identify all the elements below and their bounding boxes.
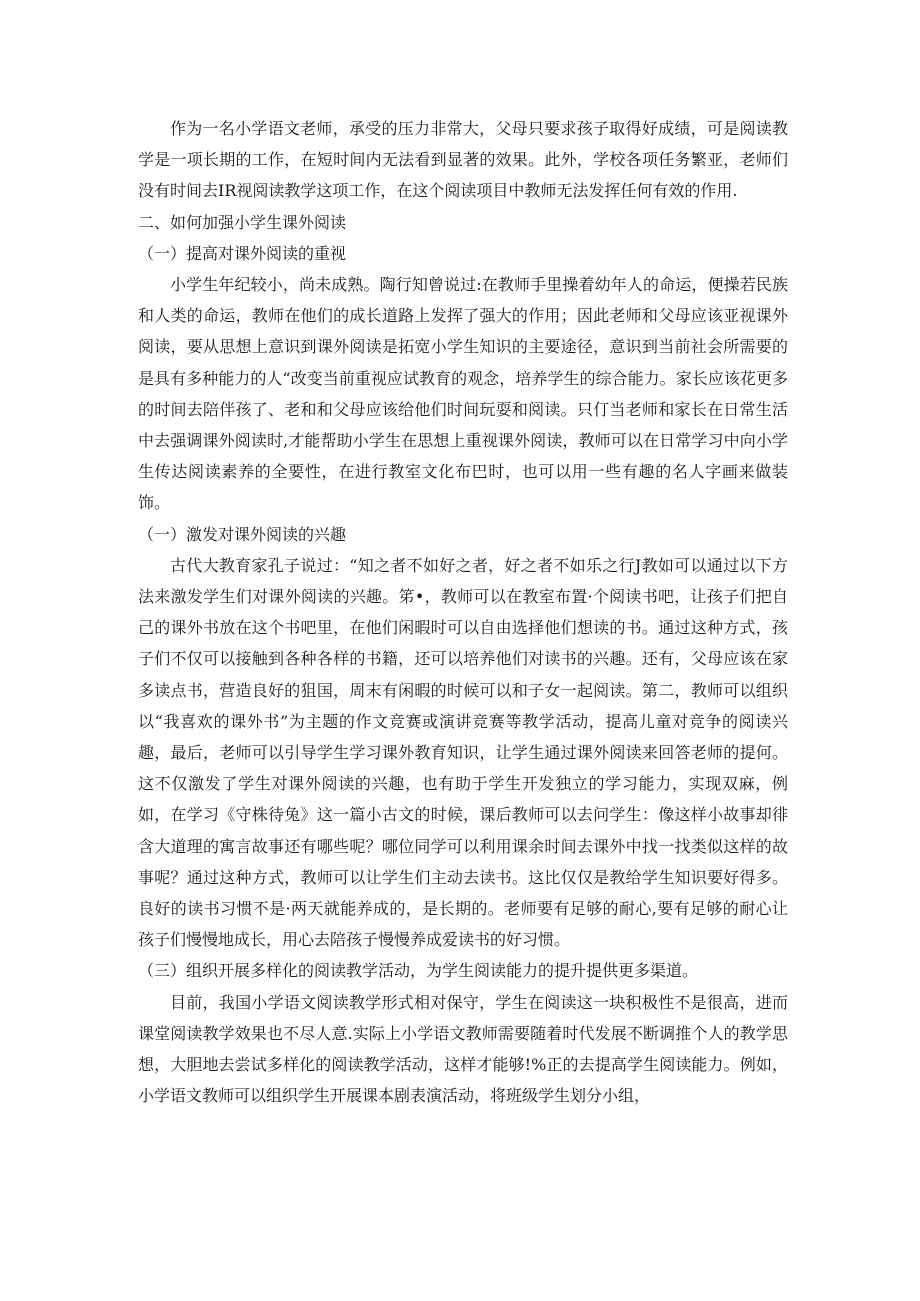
subheading-activities: （三）组织开展多样化的阅读教学活动，为学生阅读能力的提升提供更多渠道。 [138, 961, 699, 981]
paragraph-activities: 目前，我国小学语文阅读教学形式相对保守，学生在阅读这一块积极性不是很高，进而课堂阅读教学效果也不尽人意.实际上小学语文教师需要随着时代发展不断调推个人的教学思想，大胆地去尝试多样化的阅读教学活动，这样才能够!%正的去提高学生阅读能力。例如，小学语文教师可以组织学生开展课本剧表演活动，将班级学生划分小组， [138, 992, 788, 1106]
paragraph-interest: 古代大教育家孔子说过：“知之者不如好之者，好之者不如乐之行J教如可以通过以下方法来激发学生们对课外阅读的兴趣。笫•，教师可以在教室布置·个阅读书吧，让孩子们把自己的课外书放在这个书吧里，在他们闲暇时可以自由选择他们想读的书。通过这种方式，孩子们不仅可以接触到各种各样的书籍，还可以培养他们对读书的兴趣。还有，父母应该在家多读点书，营造良好的狙国，周末有闲暇的时候可以和子女一起阅读。第二，教师可以组织以“我喜欢的课外书”为主题的作文竞赛或演讲竞赛等教学活动，提高儿童对竞争的阅读兴趣，最后，老师可以引导学生学习课外教育知识，让学生通过课外阅读来回答老师的提何。这不仅激发了学生对课外阅读的兴趣，也有助于学生开发独立的学习能力，实现双麻，例如，在学习《守株待兔》这一篇小古文的时候，课后教师可以去问学生：像这样小故事却徘含大道理的寓言故事还有哪些呢？哪位同学可以利用课余时间去课外中找一找类似这样的故事呢？通过这种方式，教师可以让学生们主动去读书。这比仅仅是教给学生知识要好得多。良好的读书习惯不是·两天就能养成的，是长期的。老师要有足够的耐心,要有足够的耐心让孩子们慢慢地成长，用心去陪孩子慢慢养成爱读书的好习惯。 [138, 555, 788, 950]
document-body [138, 113, 788, 1112]
paragraph-emphasis: 小学生年纪较小，尚未成熟。陶行知曾说过:在教师手里操着幼年人的命运，便操若民族和人类的命运，教师在他们的成长道路上发挥了强大的作用；因此老师和父母应该亚视课外阅读，要从思想上意识到课外阅读是拓宽小学生知识的主要途径，意识到当前社会所需要的是具有多种能力的人“改变当前重视应试教育的观念，培养学生的综合能力。家长应该花更多的时间去陪伴孩了、老和和父母应该给他们时间玩耍和阅读。只仃当老师和家长在日常生活中去强调课外阅读时,才能帮助小学生在思想上重视课外阅读，教师可以在日常学习中向小学生传达阅读素养的全要性，在进行教室文化布巴时，也可以用一些有趣的名人字画来做装饰。 [138, 275, 788, 513]
subheading-interest: （一）激发对课外阅读的兴趣 [138, 524, 347, 544]
subheading-emphasis: （一）提高对课外阅读的重视 [138, 243, 347, 263]
paragraph-pressure-on-teachers: 作为一名小学语文老师，承受的压力非常大，父母只要求孩子取得好成绩，可是阅读教学是一项长期的工作，在短时间内无法看到显著的效果。此外，学校各项任务繁亚，老师们没有时间去IR视阅读教学这项工作，在这个阅读项目中教师无法发挥任何有效的作用. [138, 119, 788, 201]
section-heading-how-to-strengthen: 二、如何加强小学生课外阅读 [138, 212, 347, 232]
